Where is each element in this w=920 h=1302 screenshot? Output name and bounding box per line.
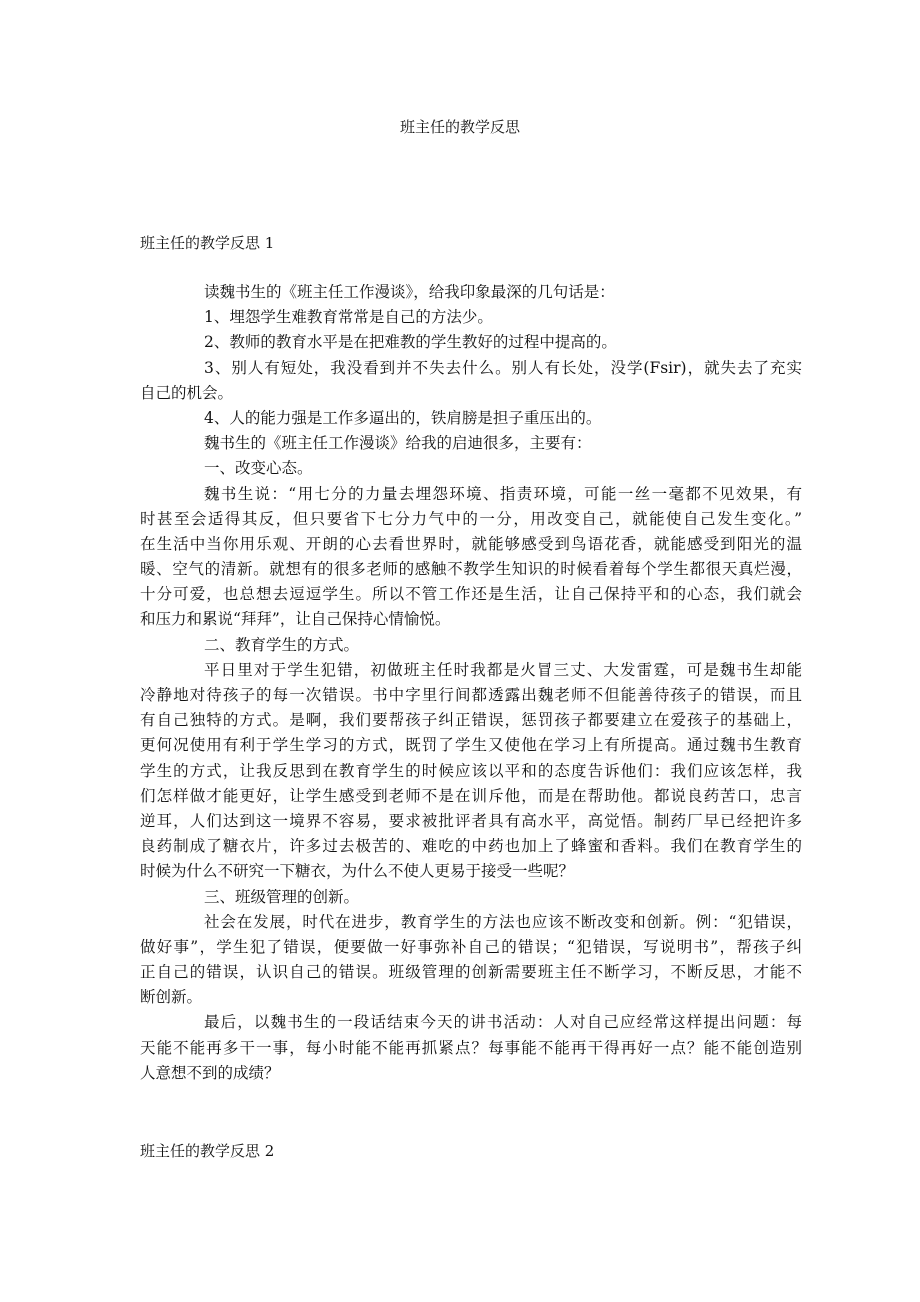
paragraph-line: 冷静地对待孩子的每一次错误。书中字里行间都透露出魏老师不但能善待孩子的错误，而且	[140, 686, 802, 704]
paragraph	[140, 658, 802, 885]
paragraph-line: 十分可爱，也总想去逗逗学生。所以不管工作还是生活，让自己保持平和的心态，我们就会	[140, 585, 802, 604]
paragraph-line: 魏书生的《班主任工作漫谈》给我的启迪很多，主要有：	[204, 434, 592, 453]
paragraph	[140, 406, 802, 431]
paragraph-line: 2、教师的教育水平是在把难教的学生教好的过程中提高的。	[204, 333, 617, 352]
paragraph-line: 二、教育学生的方式。	[204, 635, 360, 654]
paragraph	[140, 456, 802, 481]
paragraph-line: 有自己独特的方式。是啊，我们要帮孩子纠正错误，惩罚孩子都要建立在爱孩子的基础上，	[140, 711, 802, 730]
paragraph-line: 1、埋怨学生难教育常常是自己的方法少。	[204, 308, 493, 327]
paragraph-line: 和压力和累说“拜拜”，让自己保持心情愉悦。	[140, 610, 451, 629]
paragraph	[140, 280, 802, 305]
paragraph-line: 在生活中当你用乐观、开朗的心去看世界时，就能够感受到鸟语花香，就能感受到阳光的温	[140, 534, 802, 553]
paragraph-line: 三、班级管理的创新。	[204, 887, 360, 906]
paragraph-line: 断创新。	[140, 988, 203, 1007]
paragraph-line: 更何况使用有利于学生学习的方式，既罚了学生又使他在学习上有所提高。通过魏书生教育	[140, 736, 802, 755]
paragraph-line: 3、别人有短处，我没看到并不失去什么。别人有长处，没学(Fsir)，就失去了充实	[204, 358, 802, 377]
paragraph-line: 们怎样做才能更好，让学生感受到老师不是在训斥他，而是在帮助他。都说良药苦口，忠言	[140, 786, 802, 805]
paragraph	[140, 885, 802, 910]
paragraph	[140, 330, 802, 355]
paragraph	[140, 356, 802, 406]
paragraph-line: 人意想不到的成绩？	[140, 1063, 280, 1082]
paragraph-line: 时甚至会适得其反，但只要省下七分力气中的一分，用改变自己，就能使自己发生变化。”	[140, 509, 802, 528]
paragraph-line: 一、改变心态。	[204, 459, 313, 478]
section-heading-1: 班主任的教学反思 1	[140, 234, 275, 252]
paragraph-line: 魏书生说：“用七分的力量去埋怨环境、指责环境，可能一丝一毫都不见效果，有	[204, 484, 802, 503]
paragraph-line: 时候为什么不研究一下糖衣，为什么不使人更易于接受一些呢？	[140, 862, 575, 881]
paragraph-line: 正自己的错误，认识自己的错误。班级管理的创新需要班主任不断学习，不断反思，才能不	[140, 963, 802, 982]
paragraph	[140, 1010, 802, 1086]
paragraph-line: 自己的机会。	[140, 383, 234, 402]
paragraph	[140, 305, 802, 330]
paragraph-line: 做好事”，学生犯了错误，便要做一好事弥补自己的错误；“犯错误，写说明书”，帮孩子纠	[140, 937, 802, 956]
paragraph-line: 天能不能再多干一事，每小时能不能再抓紧点？每事能不能再干得再好一点？能不能创造别	[140, 1038, 802, 1057]
paragraph-line: 平日里对于学生犯错，初做班主任时我都是火冒三丈、大发雷霆，可是魏书生却能	[204, 660, 802, 679]
paragraph-line: 学生的方式，让我反思到在教育学生的时候应该以平和的态度告诉他们：我们应该怎样，我	[140, 761, 802, 780]
paragraph	[140, 633, 802, 658]
paragraph	[140, 431, 802, 456]
paragraph-line: 良药制成了糖衣片，许多过去极苦的、难吃的中药也加上了蜂蜜和香料。我们在教育学生的	[140, 837, 802, 856]
document-body	[140, 280, 802, 1086]
paragraph-line: 逆耳，人们达到这一境界不容易，要求被批评者具有高水平，高觉悟。制药厂早已经把许多	[140, 811, 802, 830]
paragraph-line: 4、人的能力强是工作多逼出的，铁肩膀是担子重压出的。	[204, 408, 602, 427]
paragraph-line: 读魏书生的《班主任工作漫谈》，给我印象最深的几句话是：	[204, 283, 615, 301]
paragraph-line: 最后，以魏书生的一段话结束今天的讲书活动：人对自己应经常这样提出问题：每	[204, 1013, 802, 1032]
paragraph	[140, 482, 802, 633]
section-heading-2: 班主任的教学反思 2	[140, 1142, 275, 1160]
document-title: 班主任的教学反思	[399, 118, 520, 136]
paragraph-line: 暖、空气的清新。就想有的很多老师的感触不教学生知识的时候看着每个学生都很天真烂漫，	[140, 560, 802, 579]
paragraph	[140, 910, 802, 1011]
paragraph-line: 社会在发展，时代在进步，教育学生的方法也应该不断改变和创新。例：“犯错误，	[204, 912, 802, 931]
